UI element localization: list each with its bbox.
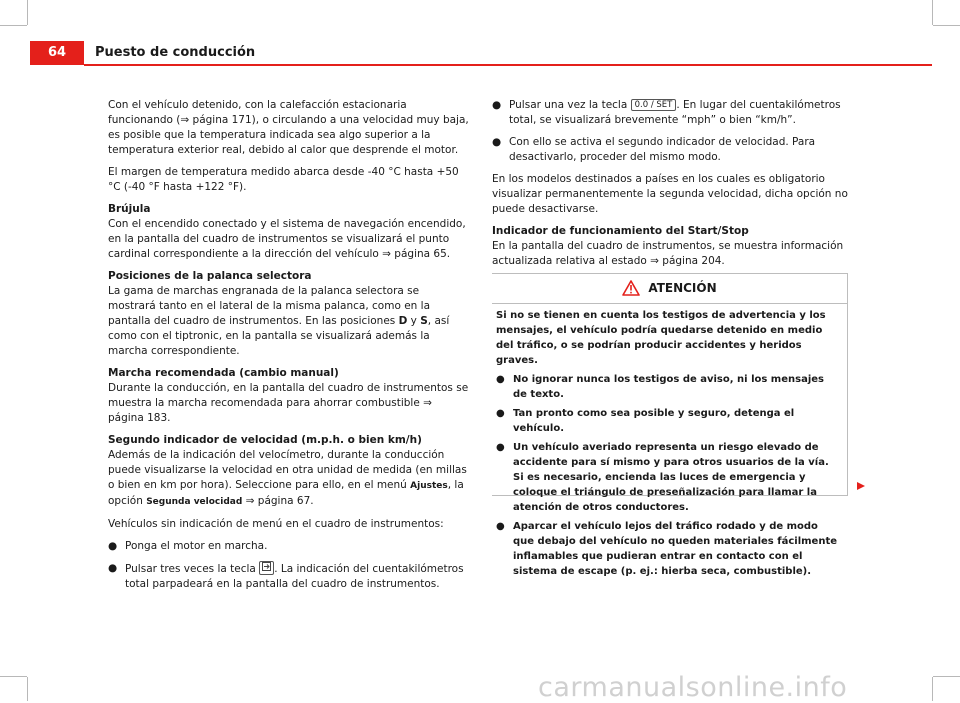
set-key: 0.0 / SET [631, 99, 677, 111]
crop-mark [932, 0, 933, 25]
menu-ajustes: Ajustes [410, 481, 448, 491]
text: Además de la indicación del velocímetro, durante la conducción puede visualizarse la velocidad en otra unidad de medida (en millas o bien en km por hora). Seleccione para ello, en el menú [108, 449, 467, 491]
crop-mark [933, 676, 960, 677]
bullet-icon: ● [492, 136, 502, 148]
paragraph: En los modelos destinados a países en los cuales es obligatorio visualizar permanentemente la segunda velocidad, dicha opción no puede desactivarse. [492, 173, 848, 215]
warning-body [492, 303, 847, 577]
gear-s: S [420, 315, 428, 327]
page-number: 64 [30, 41, 84, 65]
bullet-icon: ● [108, 540, 118, 552]
paragraph [108, 284, 470, 359]
crop-mark [933, 25, 960, 26]
text: Ponga el motor en marcha. [125, 540, 268, 552]
paragraph: En la pantalla del cuadro de instrumentos, se muestra información actualizada relativa al estado ⇒ página 204. [492, 240, 844, 267]
warning-triangle-icon [622, 280, 640, 296]
menu-segunda-velocidad: Segunda velocidad [146, 497, 243, 507]
crop-mark [0, 25, 27, 26]
list-item [496, 372, 841, 402]
continue-arrow-icon [856, 481, 866, 491]
left-column [108, 98, 470, 599]
heading-marcha: Marcha recomendada (cambio manual) [108, 367, 339, 379]
gear-d: D [398, 315, 408, 327]
list-item [496, 519, 841, 579]
crop-mark [27, 0, 28, 25]
bullet-icon: ● [496, 408, 505, 419]
crop-mark [27, 677, 28, 701]
warning-box [492, 273, 848, 577]
watermark: carmanualsonline.info [538, 672, 848, 703]
text: . La indicación del cuentakilómetros total parpadeará en la pantalla del cuadro de instrumentos. [125, 563, 464, 590]
bullet-icon: ● [496, 442, 505, 453]
crop-mark [932, 677, 933, 701]
page-header [0, 41, 960, 65]
warning-title: ATENCIÓN [648, 281, 717, 295]
text: Aparcar el vehículo lejos del tráfico rodado y de modo que debajo del vehículo no queden materiales fácilmente inflamables que pudieran entrar en contacto con el sistema de escape (p. ej.: hierba seca, combustible). [513, 521, 838, 577]
right-column [492, 98, 848, 276]
crop-mark [0, 676, 27, 677]
list-item [496, 406, 841, 436]
text: ⇒ página 67. [242, 495, 314, 507]
bullet-icon: ● [492, 99, 502, 111]
text: y [407, 315, 421, 327]
paragraph: Durante la conducción, en la pantalla del cuadro de instrumentos se muestra la marcha recomendada para ahorrar combustible ⇒ página 183. [108, 382, 469, 424]
text: . En lugar del cuentakilómetros total, se visualizará brevemente “mph” o bien “km/h”. [509, 99, 841, 126]
heading-segundo-indicador: Segundo indicador de velocidad (m.p.h. o bien km/h) [108, 434, 422, 446]
text: La gama de marchas engranada de la palanca selectora se mostrará tanto en el lateral de la misma palanca, como en la pantalla del cuadro de instrumentos. En las posiciones [108, 285, 431, 327]
heading-start-stop: Indicador de funcionamiento del Start/Stop [492, 225, 749, 237]
warning-intro: Si no se tienen en cuenta los testigos de advertencia y los mensajes, el vehículo podría quedarse detenido en medio del tráfico, o se podrían producir accidentes y heridos graves. [496, 310, 826, 366]
text: Tan pronto como sea posible y seguro, detenga el vehículo. [513, 408, 795, 434]
heading-palanca: Posiciones de la palanca selectora [108, 270, 312, 282]
text: Pulsar una vez la tecla [509, 99, 631, 111]
text: Con ello se activa el segundo indicador de velocidad. Para desactivarlo, proceder del mismo modo. [509, 136, 816, 163]
text: , la opción [108, 479, 464, 507]
bullet-icon: ● [108, 562, 118, 574]
warning-header [492, 274, 847, 302]
section-title: Puesto de conducción [95, 45, 256, 60]
paragraph: Con el vehículo detenido, con la calefacción estacionaria funcionando (⇒ página 171), o circulando a una velocidad muy baja, es posible que la temperatura indicada sea algo superior a la temperatura exterior real, debido al calor que desprende el motor. [108, 99, 469, 156]
text: No ignorar nunca los testigos de aviso, ni los mensajes de texto. [513, 374, 824, 400]
list-item [108, 561, 470, 592]
list-item [108, 539, 470, 554]
list-item [496, 440, 841, 515]
list-item [492, 98, 848, 128]
heading-brujula: Brújula [108, 203, 151, 215]
list-item [492, 135, 848, 165]
button-key-icon [259, 561, 274, 575]
header-rule [84, 64, 932, 66]
paragraph [108, 448, 470, 510]
paragraph: El margen de temperatura medido abarca desde -40 °C hasta +50 °C (-40 °F hasta +122 °F). [108, 166, 459, 193]
bullet-icon: ● [496, 374, 505, 385]
text: , así como con el tiptronic, en la pantalla se visualizará además la marcha correspondiente. [108, 315, 450, 357]
text: Pulsar tres veces la tecla [125, 563, 260, 575]
paragraph: Vehículos sin indicación de menú en el cuadro de instrumentos: [108, 518, 444, 530]
paragraph: Con el encendido conectado y el sistema de navegación encendido, en la pantalla del cuadro de instrumentos se visualizará el punto cardinal correspondiente a la dirección del vehículo ⇒ página 65. [108, 218, 466, 260]
bullet-icon: ● [496, 521, 505, 532]
text: Un vehículo averiado representa un riesgo elevado de accidente para sí mismo y para otros usuarios de la vía. Si es necesario, encienda las luces de emergencia y coloque el triángulo de preseñalización para llamar la atención de otros conductores. [513, 442, 829, 513]
